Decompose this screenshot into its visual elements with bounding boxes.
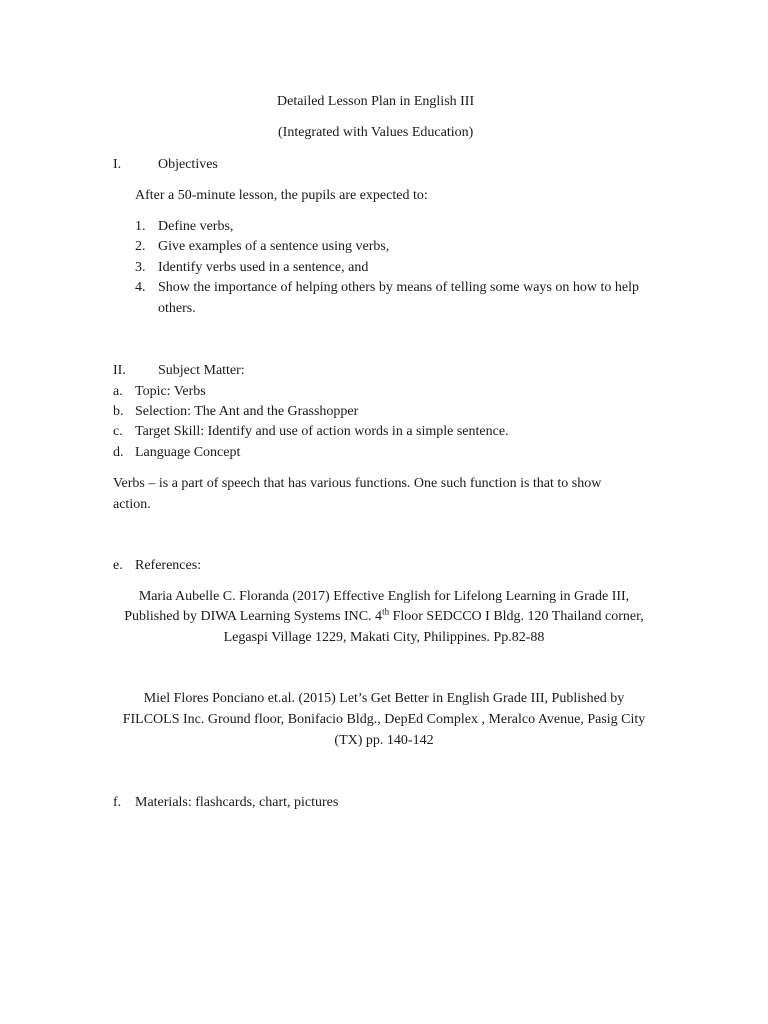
list-item-letter: d.: [113, 445, 124, 460]
reference-line: Maria Aubelle C. Floranda (2017) Effective English for Lifelong Learning in Grade III,: [138, 589, 630, 604]
materials-line: Materials: flashcards, chart, pictures: [135, 795, 339, 810]
list-item: Topic: Verbs: [135, 384, 206, 399]
list-item-continuation: others.: [158, 301, 196, 316]
objectives-intro: After a 50-minute lesson, the pupils are expected to:: [135, 188, 428, 203]
document-title: Detailed Lesson Plan in English III: [277, 94, 475, 109]
concept-paragraph-line: action.: [113, 497, 151, 512]
list-item-number: 3.: [135, 260, 146, 275]
list-item: Give examples of a sentence using verbs,: [158, 239, 390, 254]
section-numeral: I.: [113, 157, 122, 172]
reference-line: (TX) pp. 140-142: [334, 733, 434, 748]
reference-line: FILCOLS Inc. Ground floor, Bonifacio Bldg., DepEd Complex , Meralco Avenue, Pasig City: [122, 712, 646, 727]
list-item-number: 1.: [135, 219, 146, 234]
list-item-letter: f.: [113, 795, 122, 810]
list-item: Language Concept: [135, 445, 241, 460]
list-item-letter: e.: [113, 558, 123, 573]
section-heading-objectives: Objectives: [158, 157, 218, 172]
concept-paragraph-line: Verbs – is a part of speech that has various functions. One such function is that to show: [113, 476, 602, 491]
document-subtitle: (Integrated with Values Education): [278, 125, 474, 140]
list-item-number: 2.: [135, 239, 146, 254]
list-item-number: 4.: [135, 280, 146, 295]
list-item-letter: a.: [113, 384, 123, 399]
list-item: Define verbs,: [158, 219, 234, 234]
list-item-letter: c.: [113, 424, 123, 439]
section-heading-subject-matter: Subject Matter:: [158, 363, 245, 378]
section-numeral: II.: [113, 363, 126, 378]
list-item-letter: b.: [113, 404, 124, 419]
list-item: Target Skill: Identify and use of action words in a simple sentence.: [135, 424, 509, 439]
reference-line: Legaspi Village 1229, Makati City, Philippines. Pp.82-88: [223, 630, 545, 645]
reference-line: Published by DIWA Learning Systems INC. 4th Floor SEDCCO I Bldg. 120 Thailand corner,: [124, 606, 644, 624]
reference-line: Miel Flores Ponciano et.al. (2015) Let’s Get Better in English Grade III, Published by: [143, 691, 625, 706]
section-heading-references: References:: [135, 558, 202, 573]
list-item: Show the importance of helping others by means of telling some ways on how to help: [158, 280, 639, 295]
list-item: Identify verbs used in a sentence, and: [158, 260, 369, 275]
list-item: Selection: The Ant and the Grasshopper: [135, 404, 359, 419]
